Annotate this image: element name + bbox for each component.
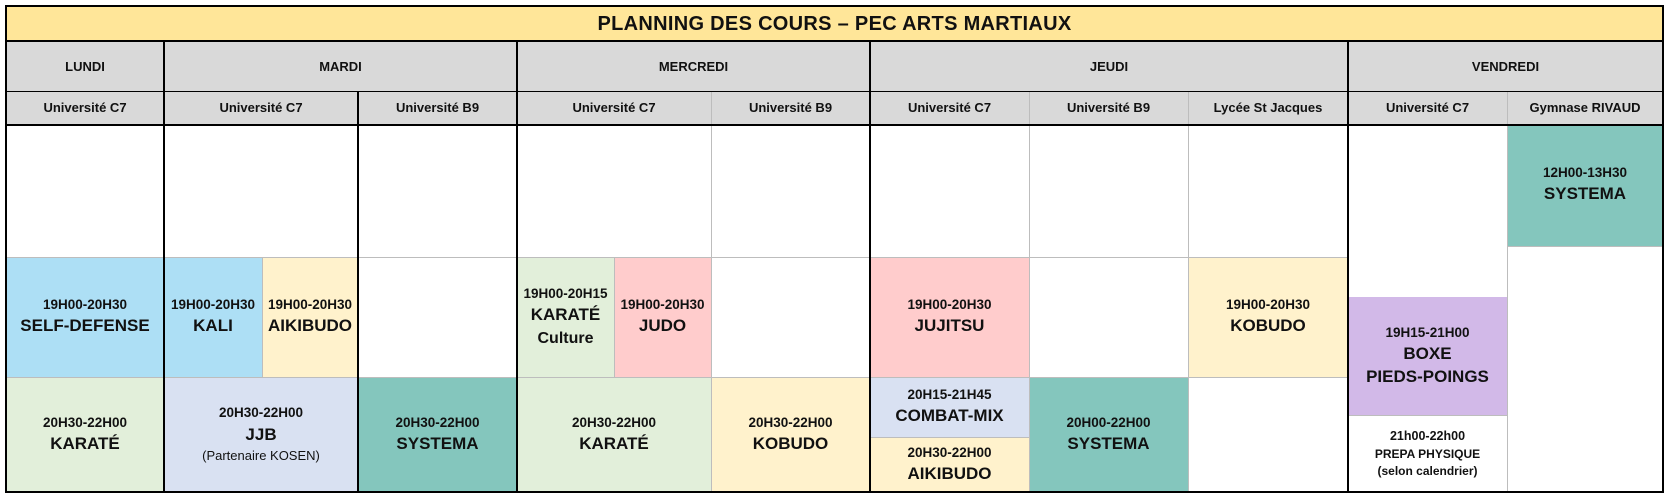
class-card-lundi-self-defense bbox=[6, 257, 164, 377]
class-card-jeudi-systema bbox=[1029, 377, 1188, 492]
class-time: 20H15-21H45 bbox=[907, 387, 992, 403]
class-card-lundi-karate bbox=[6, 377, 164, 492]
class-name: KARATÉ bbox=[579, 433, 649, 453]
class-card-vendredi-boxe bbox=[1348, 297, 1507, 415]
border-line bbox=[869, 40, 871, 493]
class-note: (Partenaire KOSEN) bbox=[202, 447, 320, 463]
class-name: SYSTEMA bbox=[1543, 184, 1627, 204]
class-name: JUDO bbox=[638, 316, 687, 336]
grid-line bbox=[6, 377, 1348, 378]
class-card-jeudi-kobudo bbox=[1188, 257, 1348, 377]
class-card-jeudi-combat-mix bbox=[870, 377, 1029, 437]
class-name: KOBUDO bbox=[1230, 316, 1306, 336]
class-name: SYSTEMA bbox=[396, 433, 479, 453]
class-time: 19H00-20H30 bbox=[1225, 297, 1311, 313]
border-line bbox=[5, 124, 1664, 126]
class-card-jeudi-aikibudo bbox=[870, 437, 1029, 492]
border-line bbox=[5, 491, 1664, 493]
class-card-mercredi-karate-culture bbox=[517, 257, 614, 377]
grid-line bbox=[6, 257, 1348, 258]
class-time: 20H30-22H00 bbox=[42, 414, 128, 430]
class-card-mercredi-karate bbox=[517, 377, 711, 492]
class-time: 19H00-20H30 bbox=[170, 297, 256, 313]
class-time: 19H00-20H15 bbox=[523, 286, 608, 302]
class-note: PIEDS-POINGS bbox=[1366, 367, 1489, 387]
day-header-jeudi: JEUDI bbox=[870, 41, 1348, 92]
class-time: 19H15-21H00 bbox=[1385, 324, 1470, 340]
grid-line bbox=[1507, 246, 1663, 247]
class-card-mercredi-judo bbox=[614, 257, 711, 377]
venue-jeudi-st-jacques: Lycée St Jacques bbox=[1188, 92, 1348, 124]
grid-line bbox=[1507, 92, 1508, 492]
class-name: BOXE bbox=[1403, 343, 1452, 363]
class-time: 20H00-22H00 bbox=[1066, 414, 1151, 430]
venue-mardi-c7: Université C7 bbox=[164, 92, 358, 124]
class-time: 12H00-13H30 bbox=[1542, 165, 1628, 181]
venue-mercredi-b9: Université B9 bbox=[711, 92, 870, 124]
class-note: (selon calendrier) bbox=[1377, 463, 1478, 478]
grid-line bbox=[711, 92, 712, 492]
grid-line bbox=[614, 257, 615, 377]
class-card-mercredi-kobudo bbox=[711, 377, 870, 492]
class-name: JJB bbox=[245, 424, 277, 444]
class-card-mardi-jjb bbox=[164, 377, 358, 492]
border-line bbox=[163, 40, 165, 493]
border-line bbox=[5, 40, 1664, 42]
class-name: KALI bbox=[193, 316, 233, 336]
border-line bbox=[1347, 40, 1349, 493]
border-line bbox=[5, 5, 7, 493]
class-time: 19H00-20H30 bbox=[620, 297, 705, 313]
venue-jeudi-c7: Université C7 bbox=[870, 92, 1029, 124]
class-card-vendredi-systema bbox=[1507, 124, 1663, 246]
grid-line bbox=[1188, 92, 1189, 492]
border-line bbox=[5, 91, 1664, 92]
day-header-lundi: LUNDI bbox=[6, 41, 164, 92]
class-card-jeudi-jujitsu bbox=[870, 257, 1029, 377]
class-card-mardi-systema bbox=[358, 377, 517, 492]
class-card-mardi-kali bbox=[164, 257, 262, 377]
class-time: 19H00-20H30 bbox=[907, 297, 992, 313]
border-line bbox=[357, 92, 359, 493]
class-name: COMBAT-MIX bbox=[895, 406, 1004, 426]
class-note: Culture bbox=[537, 329, 594, 347]
venue-vendredi-c7: Université C7 bbox=[1348, 92, 1507, 124]
class-name: KARATÉ bbox=[530, 305, 601, 325]
class-card-vendredi-prepa bbox=[1348, 415, 1507, 492]
class-time: 19H00-20H30 bbox=[267, 297, 353, 313]
venue-lundi-c7: Université C7 bbox=[6, 92, 164, 124]
class-name: AIKIBUDO bbox=[267, 316, 353, 336]
day-header-mercredi: MERCREDI bbox=[517, 41, 870, 92]
day-header-mardi: MARDI bbox=[164, 41, 517, 92]
class-time: 20H30-22H00 bbox=[907, 444, 992, 460]
class-time: 20H30-22H00 bbox=[218, 405, 304, 421]
border-line bbox=[5, 5, 1664, 7]
class-name: SYSTEMA bbox=[1067, 433, 1150, 453]
border-line bbox=[516, 40, 518, 493]
class-name: KARATÉ bbox=[50, 433, 120, 453]
venue-vendredi-rivaud: Gymnase RIVAUD bbox=[1507, 92, 1663, 124]
class-card-mardi-aikibudo bbox=[262, 257, 358, 377]
grid-line bbox=[1029, 92, 1030, 492]
class-time: 20H30-22H00 bbox=[395, 414, 480, 430]
grid-line bbox=[1348, 415, 1507, 416]
day-header-vendredi: VENDREDI bbox=[1348, 41, 1663, 92]
class-time: 21h00-22h00 bbox=[1389, 429, 1466, 444]
class-time: 20H30-22H00 bbox=[571, 414, 657, 430]
grid-line bbox=[262, 257, 263, 377]
class-name: KOBUDO bbox=[752, 433, 829, 453]
class-time: 20H30-22H00 bbox=[748, 414, 833, 430]
class-time: 19H00-20H30 bbox=[42, 297, 128, 313]
class-name: PREPA PHYSIQUE bbox=[1374, 447, 1481, 462]
border-line bbox=[1662, 5, 1664, 493]
grid-line bbox=[870, 437, 1029, 438]
class-name: SELF-DEFENSE bbox=[20, 316, 150, 336]
class-name: JUJITSU bbox=[914, 316, 985, 336]
venue-mercredi-c7: Université C7 bbox=[517, 92, 711, 124]
venue-mardi-b9: Université B9 bbox=[358, 92, 517, 124]
venue-jeudi-b9: Université B9 bbox=[1029, 92, 1188, 124]
page-title: PLANNING DES COURS – PEC ARTS MARTIAUX bbox=[6, 6, 1663, 41]
class-name: AIKIBUDO bbox=[907, 463, 992, 483]
